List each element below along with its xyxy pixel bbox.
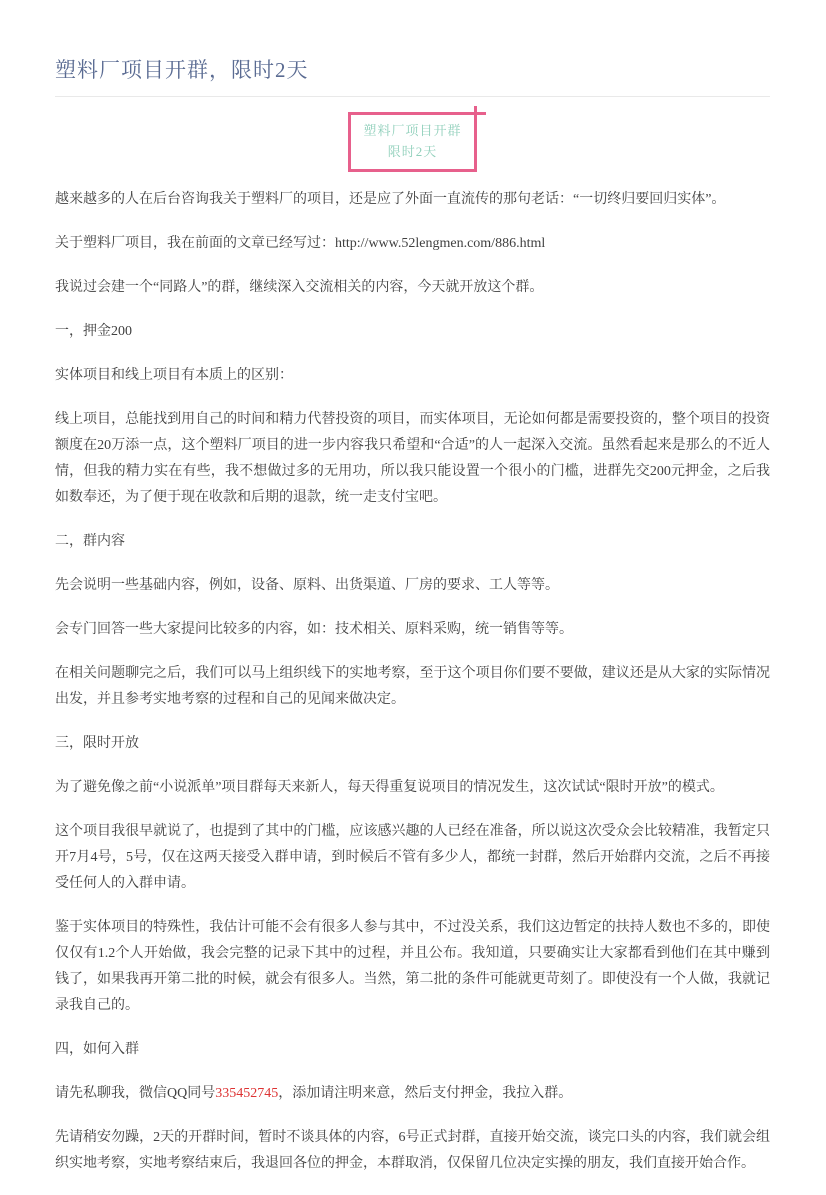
paragraph-open-dates: 这个项目我很早就说了，也提到了其中的门槛，应该感兴趣的人已经在准备，所以说这次受众会比较精准，我暂定只开7月4号，5号，仅在这两天接受入群申请，到时候后不管有多少人，都统一封群，然后开始群内交流，之后不再接受任何人的入群申请。: [55, 824, 770, 892]
promo-box-line2: 限时2天: [387, 144, 438, 160]
contact-prefix: 请先私聊我，微信QQ同号: [55, 1086, 216, 1102]
paragraph-closing: 先请稍安勿躁，2天的开群时间，暂时不谈具体的内容，6号正式封群，直接开始交流，谈完口头的内容，我们就会组织实地考察，实地考察结束后，我退回各位的押金，本群取消，仅保留几位决定实操的朋友，我们直接开始合作。: [55, 1130, 770, 1172]
paragraph-previous-article: [55, 231, 770, 257]
section-heading-how-to-join: 四，如何入群: [55, 1042, 139, 1058]
link-paragraph-prefix: 关于塑料厂项目，我在前面的文章已经写过：: [55, 236, 335, 252]
paragraph-open-group: 我说过会建一个“同路人”的群，继续深入交流相关的内容，今天就开放这个群。: [55, 280, 544, 296]
paragraph-field-visit: 在相关问题聊完之后，我们可以马上组织线下的实地考察，至于这个项目你们要不要做，建议还是从大家的实际情况出发，并且参考实地考察的过程和自己的见闻来做决定。: [55, 666, 770, 708]
promo-box: [348, 112, 476, 172]
paragraph-difference: 实体项目和线上项目有本质上的区别：: [55, 368, 293, 384]
section-heading-deposit: 一，押金200: [55, 324, 132, 340]
section-heading-group-content: 二，群内容: [55, 534, 125, 550]
promo-box-line1: 塑料厂项目开群: [363, 123, 462, 139]
article-page: [55, 0, 770, 1177]
crop-mark-horizontal: [474, 112, 486, 115]
paragraph-basic-content: 先会说明一些基础内容，例如，设备、原料、出货渠道、厂房的要求、工人等等。: [55, 578, 559, 594]
section-heading-limited-time: 三，限时开放: [55, 736, 139, 752]
qq-number: 335452745: [215, 1086, 279, 1102]
contact-suffix: ，添加请注明来意，然后支付押金，我拉入群。: [278, 1086, 573, 1102]
paragraph-special-nature: 鉴于实体项目的特殊性，我估计可能不会有很多人参与其中，不过没关系，我们这边暂定的扶持人数也不多的，即使仅仅有1.2个人开始做，我会完整的记录下其中的过程，并且公布。我知道，只要确实让大家都看到他们在其中赚到钱了，如果我再开第二批的时候，就会有很多人。当然，第二批的条件可能就更苛刻了。即使没有一个人做，我就记录我自己的。: [55, 920, 770, 1014]
paragraph-deposit-detail: 线上项目，总能找到用自己的时间和精力代替投资的项目，而实体项目，无论如何都是需要投资的，整个项目的投资额度在20万添一点，这个塑料厂项目的进一步内容我只希望和“合适”的人一起深入交流。虽然看起来是那么的不近人情，但我的精力实在有些，我不想做过多的无用功，所以我只能设置一个很小的门槛，进群先交200元押金，之后我如数奉还，为了便于现在收款和后期的退款，统一走支付宝吧。: [55, 412, 770, 506]
paragraph-limited-mode: 为了避免像之前“小说派单”项目群每天来新人，每天得重复说项目的情况发生，这次试试“限时开放”的模式。: [55, 780, 724, 796]
article-url: http://www.52lengmen.com/886.html: [335, 236, 546, 252]
title-divider: [55, 96, 770, 97]
page-title: 塑料厂项目开群，限时2天: [55, 58, 309, 82]
article-body: [55, 187, 770, 1177]
promo-box-container: [55, 106, 770, 172]
paragraph-intro: 越来越多的人在后台咨询我关于塑料厂的项目，还是应了外面一直流传的那句老话：“一切终归要回归实体”。: [55, 192, 726, 208]
paragraph-contact: [55, 1081, 770, 1107]
paragraph-faq: 会专门回答一些大家提问比较多的内容，如：技术相关、原料采购，统一销售等等。: [55, 622, 573, 638]
